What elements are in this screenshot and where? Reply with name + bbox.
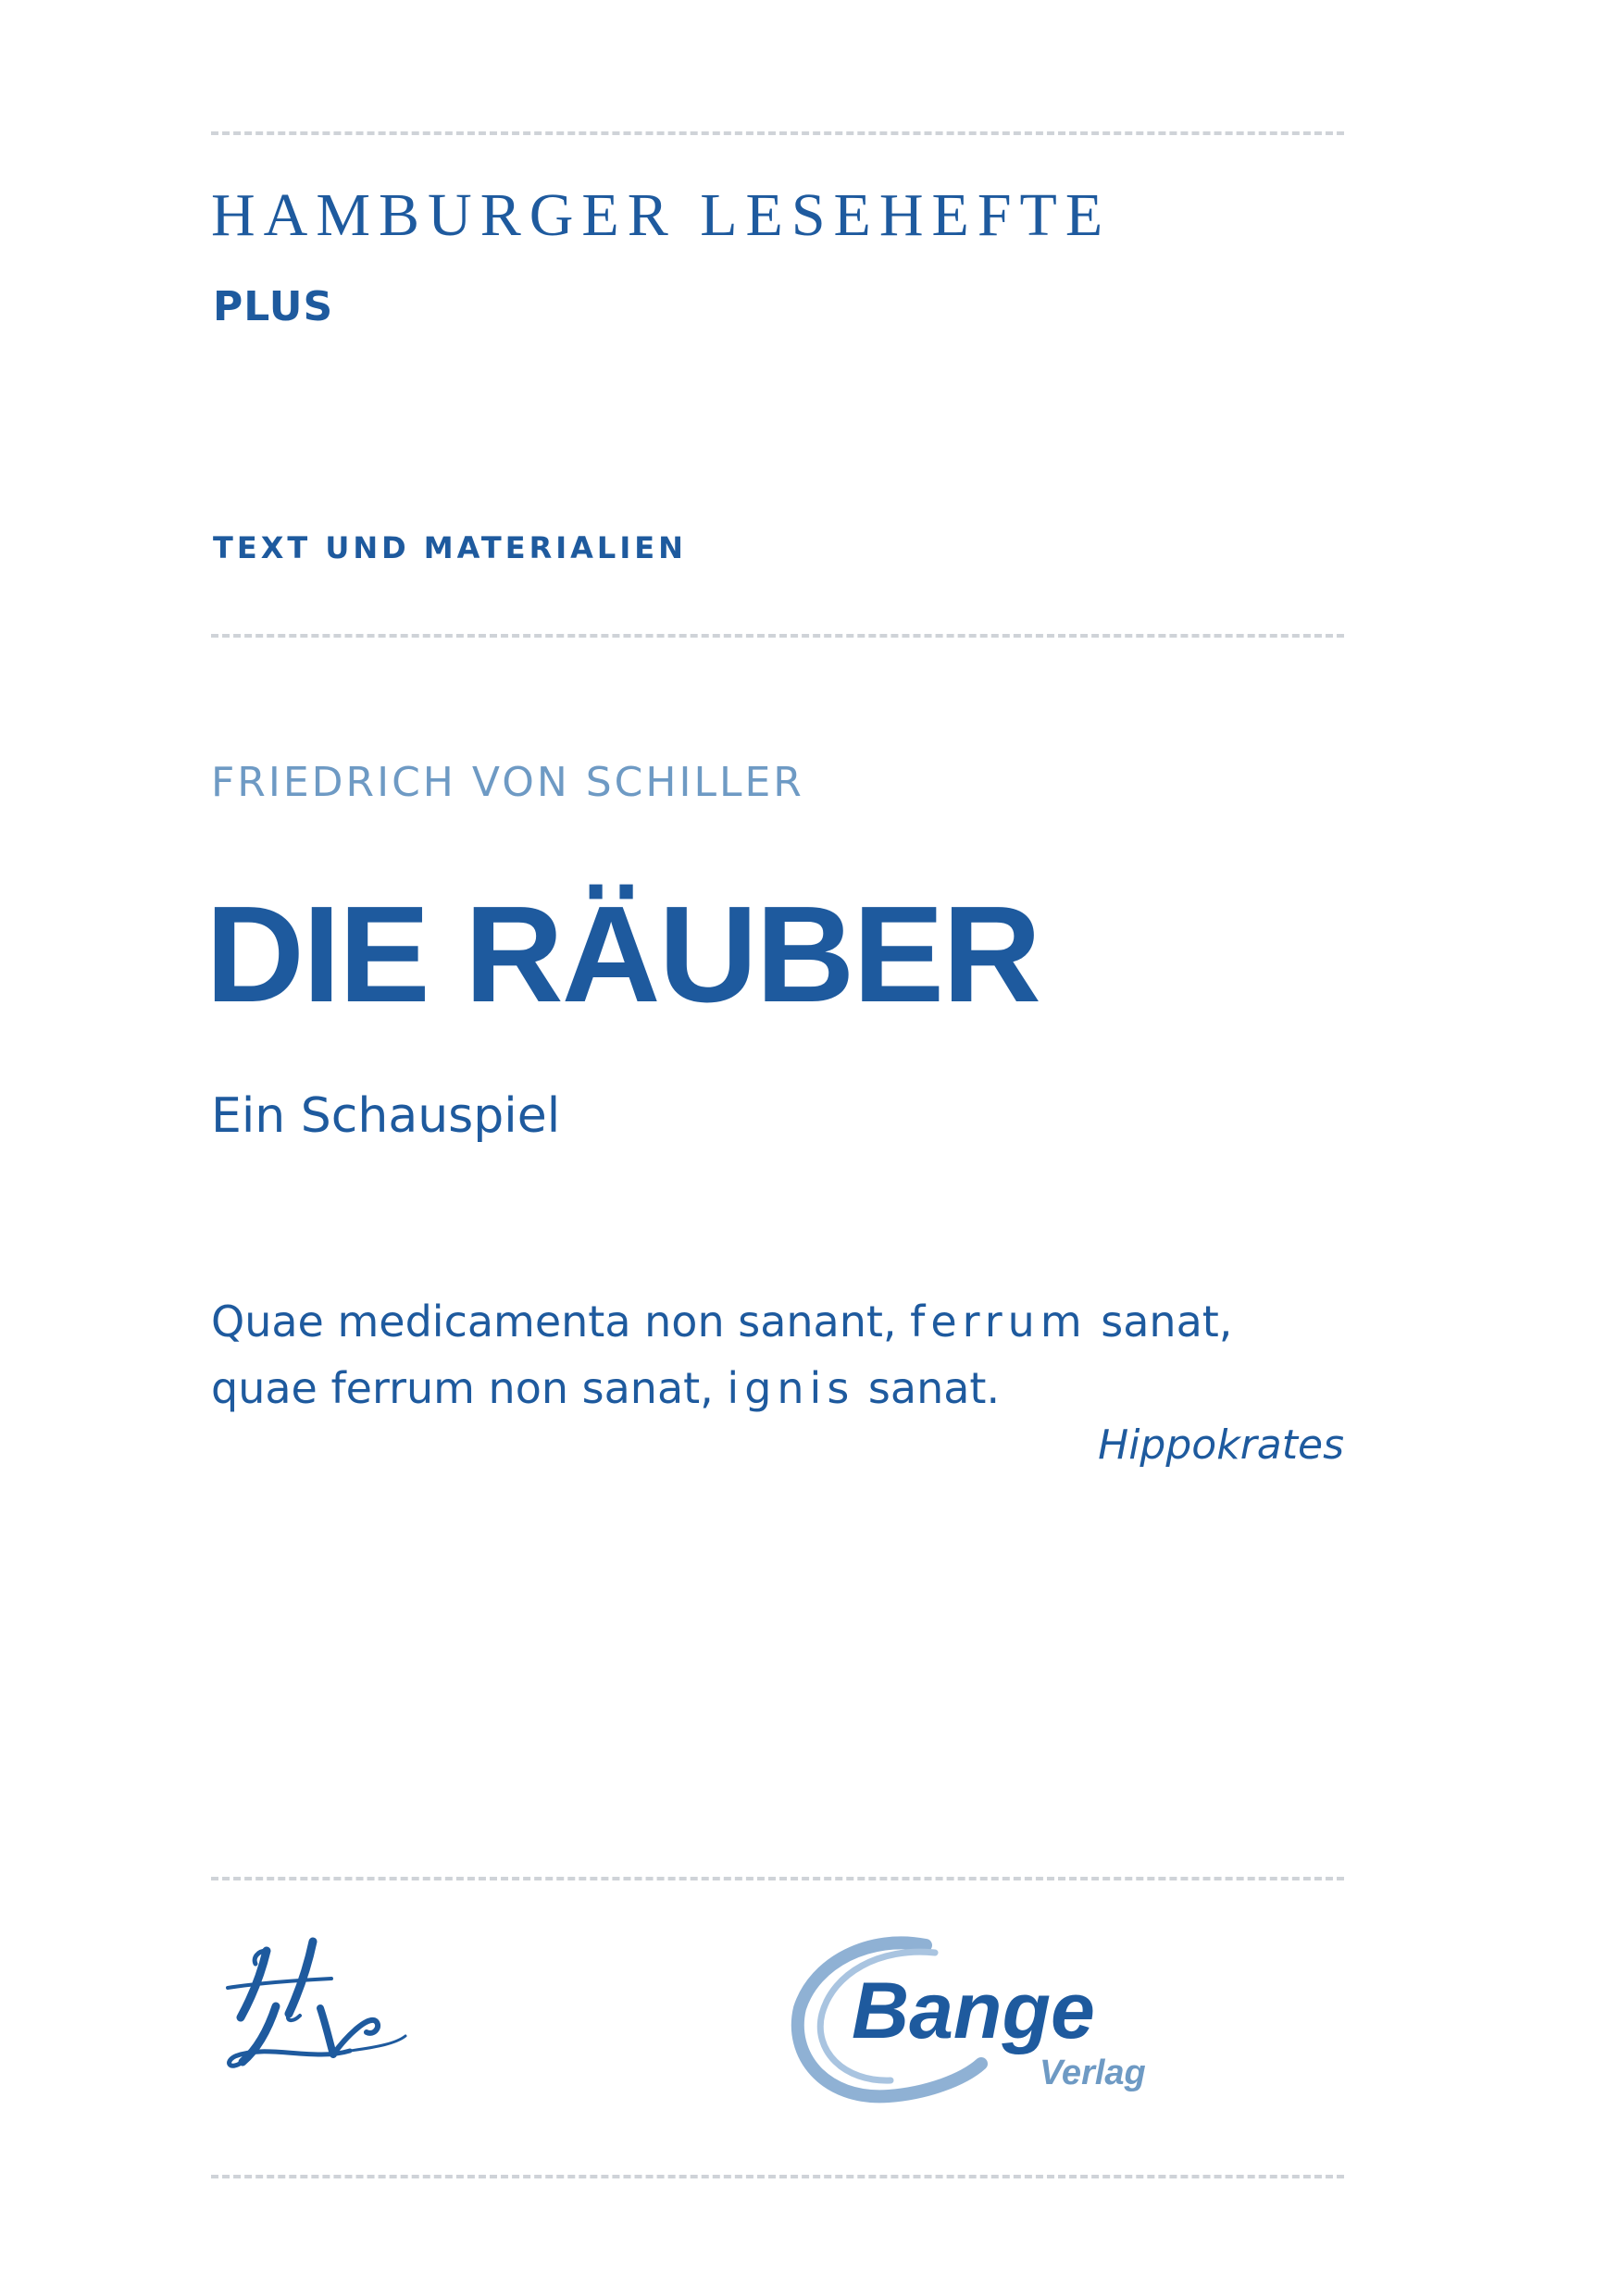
divider-bottom [211, 2175, 1344, 2178]
series-kind: TEXT UND MATERIALIEN [213, 530, 687, 565]
divider-upper [211, 634, 1344, 638]
divider-lower [211, 1877, 1344, 1880]
bange-verlag-logo [787, 1925, 1176, 2110]
motto-line-1-spaced-word: ferrum [910, 1297, 1088, 1347]
hlv-logo [211, 1932, 415, 2090]
bange-swoosh-icon [787, 1925, 1176, 2110]
bange-wordmark: Bange [852, 1967, 1095, 2055]
book-subtitle: Ein Schauspiel [211, 1088, 561, 1144]
book-title: DIE RÄUBER [205, 878, 1040, 1031]
motto-line-2 [211, 1355, 1344, 1421]
series-title: HAMBURGER LESEHEFTE [211, 181, 1112, 249]
divider-top [211, 131, 1344, 135]
motto [211, 1288, 1344, 1421]
motto-source: Hippokrates [1098, 1421, 1344, 1469]
motto-line-1 [211, 1288, 1344, 1355]
motto-line-1-part-a: Quae medicamenta non sanant, [211, 1297, 911, 1347]
motto-line-2-part-a: quae ferrum non sanat, [211, 1363, 728, 1413]
series-subtitle: PLUS [213, 283, 334, 330]
verlag-wordmark: Verlag [1040, 2054, 1146, 2092]
motto-line-1-part-c: sanat, [1087, 1297, 1233, 1347]
book-author: FRIEDRICH VON SCHILLER [211, 759, 804, 806]
motto-line-2-spaced-word: ignis [727, 1363, 855, 1413]
motto-line-2-part-c: sanat. [854, 1363, 1001, 1413]
